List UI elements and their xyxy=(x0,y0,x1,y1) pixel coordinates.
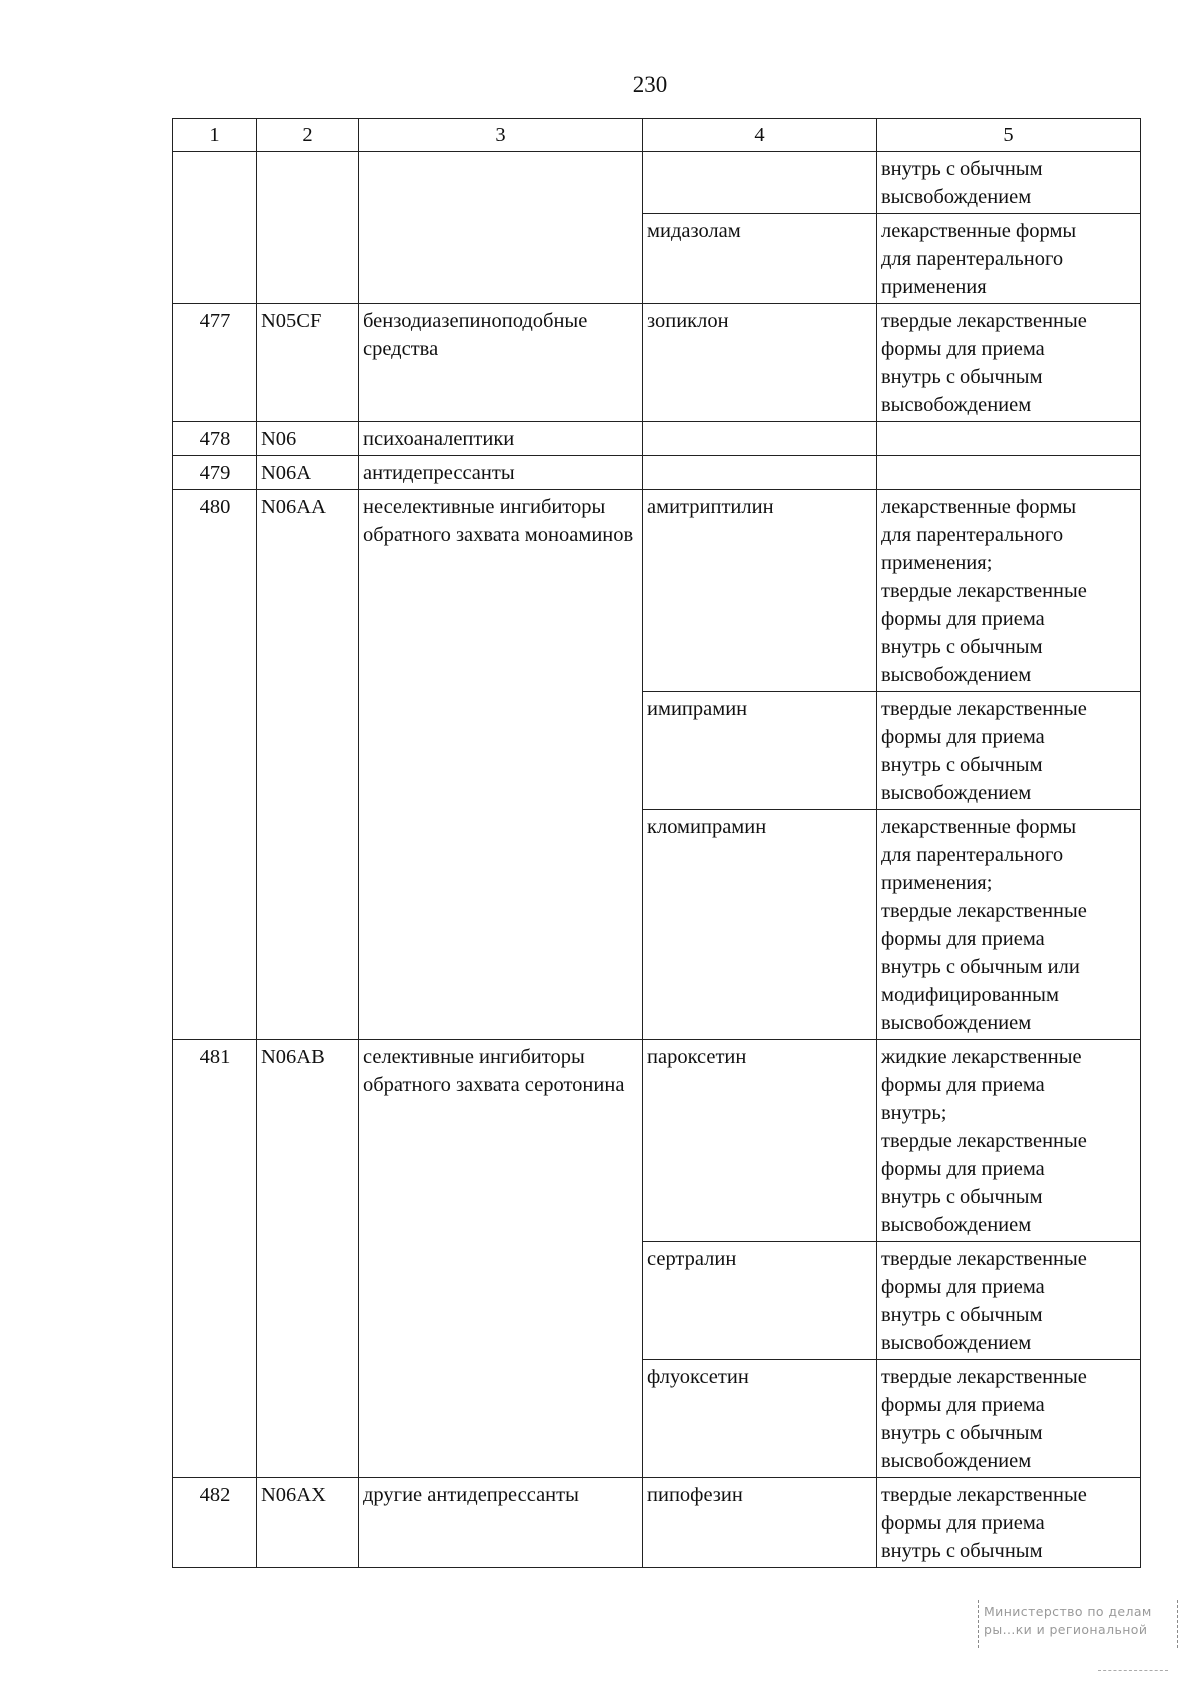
atc-code: N06 xyxy=(257,422,359,456)
drug-table xyxy=(172,118,1141,1568)
row-number: 479 xyxy=(173,456,257,490)
table-row xyxy=(173,1040,1141,1242)
drug-name: мидазолам xyxy=(643,214,877,304)
group-name: неселективные ингибиторы обратного захвата моноаминов xyxy=(359,490,643,1040)
atc-code: N06AX xyxy=(257,1478,359,1568)
group-name: психоаналептики xyxy=(359,422,643,456)
drug-name: имипрамин xyxy=(643,692,877,810)
table-row xyxy=(173,456,1141,490)
row-number: 482 xyxy=(173,1478,257,1568)
dosage-form: твердые лекарственные формы для приема внутрь с обычным xyxy=(877,1478,1141,1568)
stamp-underline xyxy=(1098,1670,1168,1671)
atc-code xyxy=(257,152,359,304)
table-row xyxy=(173,490,1141,692)
drug-name: пипофезин xyxy=(643,1478,877,1568)
group-name: антидепрессанты xyxy=(359,456,643,490)
dosage-form: твердые лекарственные формы для приема внутрь с обычным высвобождением xyxy=(877,1360,1141,1478)
group-name xyxy=(359,152,643,304)
dosage-form: твердые лекарственные формы для приема внутрь с обычным высвобождением xyxy=(877,1242,1141,1360)
atc-code: N06AA xyxy=(257,490,359,1040)
page-number: 230 xyxy=(632,72,668,97)
row-number: 481 xyxy=(173,1040,257,1478)
group-name: селективные ингибиторы обратного захвата серотонина xyxy=(359,1040,643,1478)
column-header: 4 xyxy=(643,119,877,152)
drug-name xyxy=(643,456,877,490)
stamp-line-2: ры...ки и региональной xyxy=(984,1622,1148,1637)
dosage-form: лекарственные формы для парентерального применения xyxy=(877,214,1141,304)
column-header: 2 xyxy=(257,119,359,152)
dosage-form: внутрь с обычным высвобождением xyxy=(877,152,1141,214)
atc-code: N05CF xyxy=(257,304,359,422)
row-number: 477 xyxy=(173,304,257,422)
column-header: 1 xyxy=(173,119,257,152)
drug-name: флуоксетин xyxy=(643,1360,877,1478)
drug-name xyxy=(643,422,877,456)
table-row xyxy=(173,152,1141,214)
dosage-form xyxy=(877,422,1141,456)
atc-code: N06AB xyxy=(257,1040,359,1478)
drug-name: сертралин xyxy=(643,1242,877,1360)
table-row xyxy=(173,304,1141,422)
row-number: 478 xyxy=(173,422,257,456)
drug-name xyxy=(643,152,877,214)
row-number xyxy=(173,152,257,304)
dosage-form: твердые лекарственные формы для приема внутрь с обычным высвобождением xyxy=(877,692,1141,810)
row-number: 480 xyxy=(173,490,257,1040)
drug-name: амитриптилин xyxy=(643,490,877,692)
atc-code: N06A xyxy=(257,456,359,490)
column-header: 5 xyxy=(877,119,1141,152)
drug-name: зопиклон xyxy=(643,304,877,422)
column-header: 3 xyxy=(359,119,643,152)
dosage-form: лекарственные формы для парентерального применения; твердые лекарственные формы для приема внутрь с обычным или модифицированным высвобождением xyxy=(877,810,1141,1040)
drug-name: кломипрамин xyxy=(643,810,877,1040)
table-row xyxy=(173,1478,1141,1568)
group-name: бензодиазепиноподобные средства xyxy=(359,304,643,422)
dosage-form: жидкие лекарственные формы для приема внутрь; твердые лекарственные формы для приема внутрь с обычным высвобождением xyxy=(877,1040,1141,1242)
drug-name: пароксетин xyxy=(643,1040,877,1242)
stamp-line-1: Министерство по делам xyxy=(984,1604,1152,1619)
dosage-form: лекарственные формы для парентерального применения; твердые лекарственные формы для приема внутрь с обычным высвобождением xyxy=(877,490,1141,692)
dosage-form xyxy=(877,456,1141,490)
table-row xyxy=(173,422,1141,456)
group-name: другие антидепрессанты xyxy=(359,1478,643,1568)
ministry-stamp xyxy=(978,1598,1178,1656)
dosage-form: твердые лекарственные формы для приема внутрь с обычным высвобождением xyxy=(877,304,1141,422)
header-row xyxy=(173,119,1141,152)
